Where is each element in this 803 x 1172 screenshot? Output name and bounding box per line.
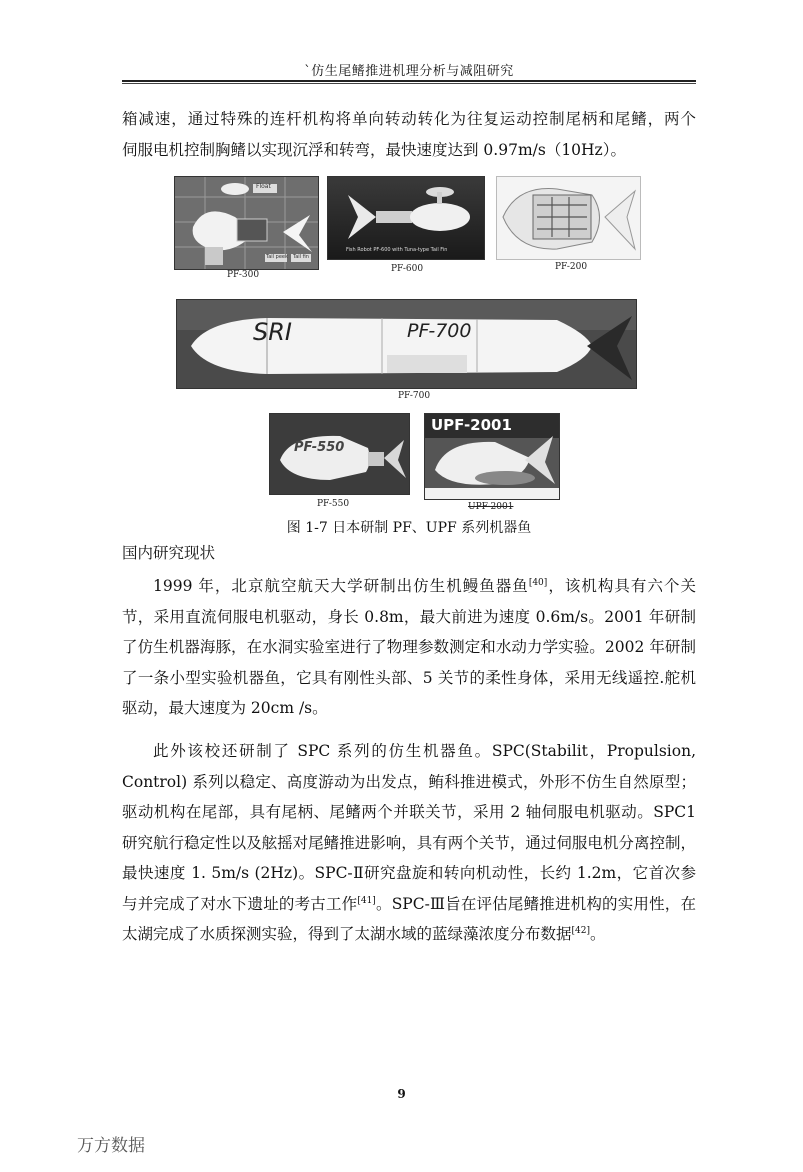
pf600-inner-caption: Fish Robot PF-600 with Tuna-type Tail Fin	[346, 247, 448, 253]
label-pf-550: PF-550	[317, 499, 350, 509]
para2-text-c: 。	[590, 925, 606, 943]
photo-pf-200	[496, 176, 641, 260]
citation-40: [40]	[528, 577, 548, 588]
intro-line-1: 箱减速，通过特殊的连杆机构将单向转动转化为往复运动控制尾柄和尾鳍，两个	[122, 110, 696, 128]
label-upf-2001: UPF-2001	[468, 502, 514, 512]
intro-line-2: 伺服电机控制胸鳍以实现沉浮和转弯，最快速度达到 0.97m/s（10Hz）。	[122, 140, 626, 159]
label-pf-200: PF-200	[555, 262, 588, 272]
intro-paragraph	[122, 104, 696, 165]
pf300-float-label: Float	[256, 183, 271, 190]
page-number: 9	[397, 1087, 406, 1101]
photo-pf-300	[174, 176, 319, 270]
header-rule-thin	[122, 83, 696, 84]
section-title: 国内研究现状	[122, 544, 216, 562]
label-pf-600: PF-600	[391, 264, 424, 274]
paragraph-1	[122, 571, 696, 724]
upf2001-name: UPF-2001	[431, 416, 512, 434]
citation-42: [42]	[571, 925, 590, 936]
pf700-logo: SRI	[253, 318, 292, 346]
pf300-tail-fin-label: Tail fin	[293, 254, 309, 260]
citation-41: [41]	[357, 895, 376, 906]
label-pf-700: PF-700	[398, 391, 431, 401]
photo-pf-600	[327, 176, 485, 260]
running-header: `仿生尾鳍推进机理分析与减阻研究	[304, 64, 514, 79]
pf700-name: PF-700	[407, 320, 472, 342]
figure-caption: 图 1-7 日本研制 PF、UPF 系列机器鱼	[286, 520, 532, 536]
paragraph-2	[122, 736, 696, 950]
para2-text-b: 。SPC-Ⅲ旨在评估尾鳍推进机构的实用性，在太湖完成了水质探测实验，得到了太湖水域的蓝绿藻浓度分布数据	[122, 894, 696, 943]
para1-text-a: 1999 年，北京航空航天大学研制出仿生机鳗鱼器鱼	[153, 577, 529, 595]
photo-upf-2001	[424, 413, 560, 500]
label-pf-300: PF-300	[227, 270, 260, 280]
pf300-tail-peek-label: Tail peek	[266, 254, 288, 260]
watermark: 万方数据	[77, 1136, 145, 1156]
photo-pf-700	[176, 299, 637, 389]
header-rule	[122, 80, 696, 82]
para1-text-b: ，该机构具有六个关节，采用直流伺服电机驱动，身长 0.8m，最大前进为速度 0.6m/s。2001 年研制了仿生机器海豚，在水洞实验室进行了物理参数测定和水动力学实验。2002 年研制了一条小型实验机器鱼，它具有刚性头部、5 关节的柔性身体，采用无线遥控.舵机驱动，最大速度为 20cm /s。	[122, 577, 696, 717]
photo-pf-550	[269, 413, 410, 495]
para2-text-a: 此外该校还研制了 SPC 系列的仿生机器鱼。SPC(Stabilit，Propulsion, Control) 系列以稳定、高度游动为出发点，鲔科推进模式，外形不仿生自然原型；驱动机构在尾部，具有尾柄、尾鳍两个并联关节，采用 2 轴伺服电机驱动。SPC1 研究航行稳定性以及舷摇对尾鳍推进影响，具有两个关节，通过伺服电机分离控制，最快速度 1. 5m/s (2Hz)。SPC-Ⅱ研究盘旋和转向机动性，长约 1.2m，它首次参与并完成了对水下遗址的考古工作	[122, 742, 696, 913]
pf550-name: PF-550	[294, 440, 345, 455]
